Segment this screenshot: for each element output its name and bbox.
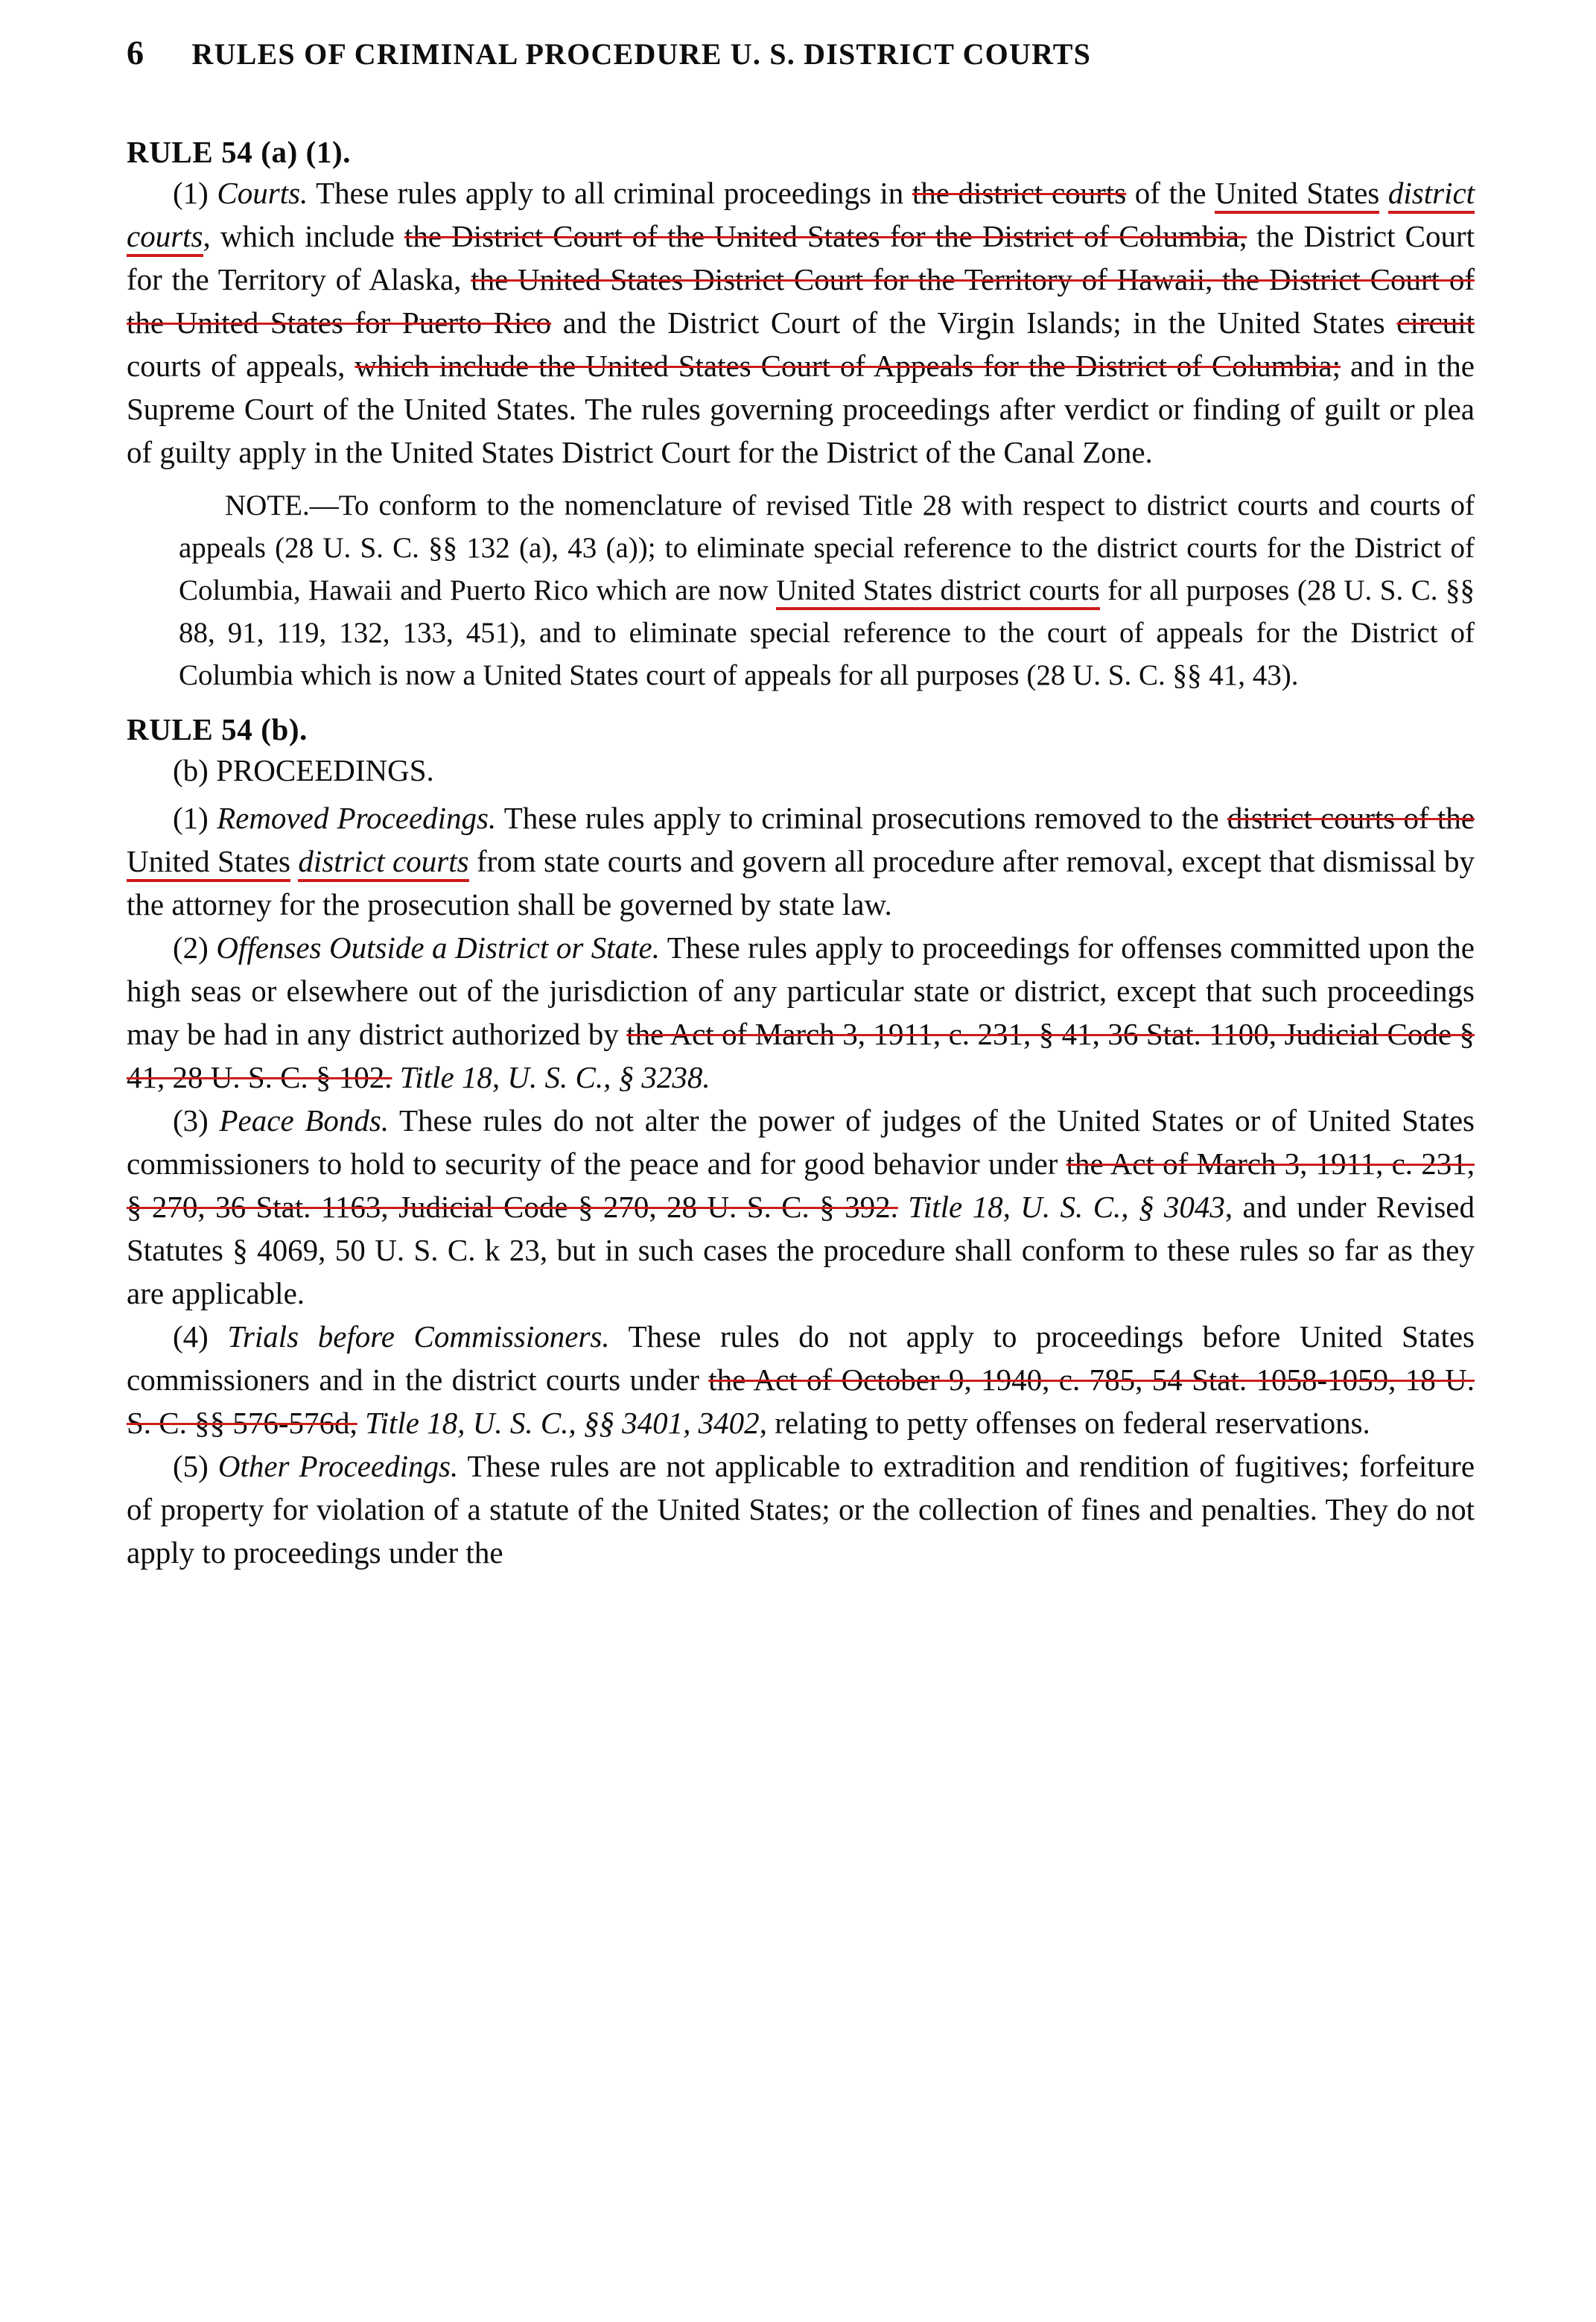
text-run: These rules apply to criminal prosecutions removed to the <box>503 801 1219 835</box>
struck-text: district courts of the <box>1227 801 1475 835</box>
item-removed-proceedings <box>127 796 1475 926</box>
item-offenses-outside <box>127 926 1475 1099</box>
subheading-label: PROCEEDINGS. <box>216 753 434 787</box>
item-number: (2) <box>173 930 209 965</box>
item-other-proceedings <box>127 1444 1475 1574</box>
underlined-insert-italic: district courts <box>298 844 468 882</box>
item-number: (5) <box>173 1449 209 1483</box>
text-run: and the District Court of the Virgin Islands; in the United States <box>562 305 1385 340</box>
paragraph-title: Courts. <box>217 176 308 210</box>
item-number: (3) <box>173 1103 209 1138</box>
citation-italic: Title 18, U. S. C., §§ 3401, 3402 <box>365 1406 760 1440</box>
text-run: , and under Revised Statutes § 4069, 50 U. S. C. k 23, but in such cases the procedure shall conform to these rules so far as they are applicable. <box>127 1190 1475 1310</box>
note-text: for all purposes (28 U. S. C. §§ 88, 91, 119, 132, 133, 451), and to eliminate special reference to the court of appeals for the District of Columbia which is now a United States court of appeals for all purposes (28 U. S. C. §§ 41, 43). <box>179 574 1475 691</box>
subheading-number: (b) <box>173 753 209 787</box>
item-title: Trials before Commissioners. <box>227 1319 610 1354</box>
underlined-insert: United States district courts <box>776 574 1099 610</box>
page-header <box>0 33 1596 72</box>
rule-heading-54b: RULE 54 (b). <box>127 712 308 746</box>
struck-text: the district courts <box>912 176 1127 210</box>
underlined-insert: United States <box>1215 176 1379 214</box>
struck-text: the United States District Court for the Territory of Hawaii, the District Court of the United States for Puerto Rico <box>127 262 1475 340</box>
text-run: , which include <box>203 219 395 253</box>
page-number: 6 <box>127 34 144 72</box>
text-run: the District Court for the Territory of Alaska, <box>127 219 1475 296</box>
text-run: These rules do not alter the power of judges of the United States or of United States commissioners to hold to security of the peace and for good behavior under <box>127 1103 1475 1181</box>
item-title: Peace Bonds. <box>219 1103 390 1138</box>
item-title: Offenses Outside a District or State. <box>216 930 660 965</box>
underlined-insert: United States <box>127 844 290 882</box>
paragraph-number: (1) <box>173 176 209 210</box>
text-run: and in the Supreme Court of the United States. The rules governing proceedings after verdict or finding of guilt or plea of guilty apply in the United States District Court for the District of the Canal Zone. <box>127 349 1475 469</box>
item-title: Other Proceedings. <box>217 1449 459 1483</box>
text-run: These rules apply to proceedings for offenses committed upon the high seas or elsewhere out of the jurisdiction of any particular state or district, except that such proceedings may be had in any district authorized by <box>127 930 1475 1051</box>
text-run: These rules do not apply to proceedings before United States commissioners and in the district courts under <box>127 1319 1475 1397</box>
body-column <box>127 119 1475 1574</box>
rule-heading-54a1: RULE 54 (a) (1). <box>127 135 352 169</box>
text-run: courts of appeals, <box>127 349 346 383</box>
note-label: NOTE. <box>225 489 310 521</box>
citation-italic: Title 18, U. S. C., § 3238. <box>399 1060 710 1094</box>
item-title: Removed Proceedings. <box>217 801 497 835</box>
underlined-insert-italic: district courts <box>127 176 1475 257</box>
note-text: —To conform to the nomenclature of revised Title 28 with respect to district courts and courts of appeals (28 U. S. C. §§ 132 (a), 43 (a)); to eliminate special reference to the district courts for the District of Columbia, Hawaii and Puerto Rico which are now <box>179 489 1475 606</box>
citation-italic: Title 18, U. S. C., § 3043 <box>908 1190 1225 1224</box>
item-peace-bonds <box>127 1099 1475 1315</box>
editorial-note <box>179 484 1475 697</box>
struck-text: which include the United States Court of Appeals for the District of Columbia; <box>355 349 1341 383</box>
text-run: These rules are not applicable to extradition and rendition of fugitives; forfeiture of property for violation of a statute of the United States; or the collection of fines and penalties. They do not apply to proceedings under the <box>127 1449 1475 1570</box>
struck-text: circuit <box>1396 305 1475 340</box>
struck-text: the District Court of the United States for the District of Columbia, <box>404 219 1247 253</box>
struck-text: the Act of March 3, 1911, c. 231, § 270, 36 Stat. 1163, Judicial Code § 270, 28 U. S. C. § 392. <box>127 1146 1475 1224</box>
text-run: of the <box>1134 176 1206 210</box>
struck-text: the Act of October 9, 1940, c. 785, 54 Stat. 1058-1059, 18 U. S. C. §§ 576-576d, <box>127 1363 1475 1440</box>
text-run: These rules apply to all criminal proceedings in <box>316 176 904 210</box>
struck-text: the Act of March 3, 1911, c. 231, § 41, 36 Stat. 1100, Judicial Code § 41, 28 U. S. C. § 102. <box>127 1017 1475 1094</box>
item-number: (1) <box>173 801 209 835</box>
paragraph-courts <box>127 171 1475 474</box>
subheading-proceedings <box>127 749 1475 792</box>
running-title: RULES OF CRIMINAL PROCEDURE U. S. DISTRICT COURTS <box>191 37 1092 71</box>
item-trials-before-commissioners <box>127 1315 1475 1444</box>
text-run: , relating to petty offenses on federal reservations. <box>759 1406 1370 1440</box>
text-run: from state courts and govern all procedure after removal, except that dismissal by the attorney for the prosecution shall be governed by state law. <box>127 844 1475 921</box>
item-number: (4) <box>173 1319 209 1354</box>
